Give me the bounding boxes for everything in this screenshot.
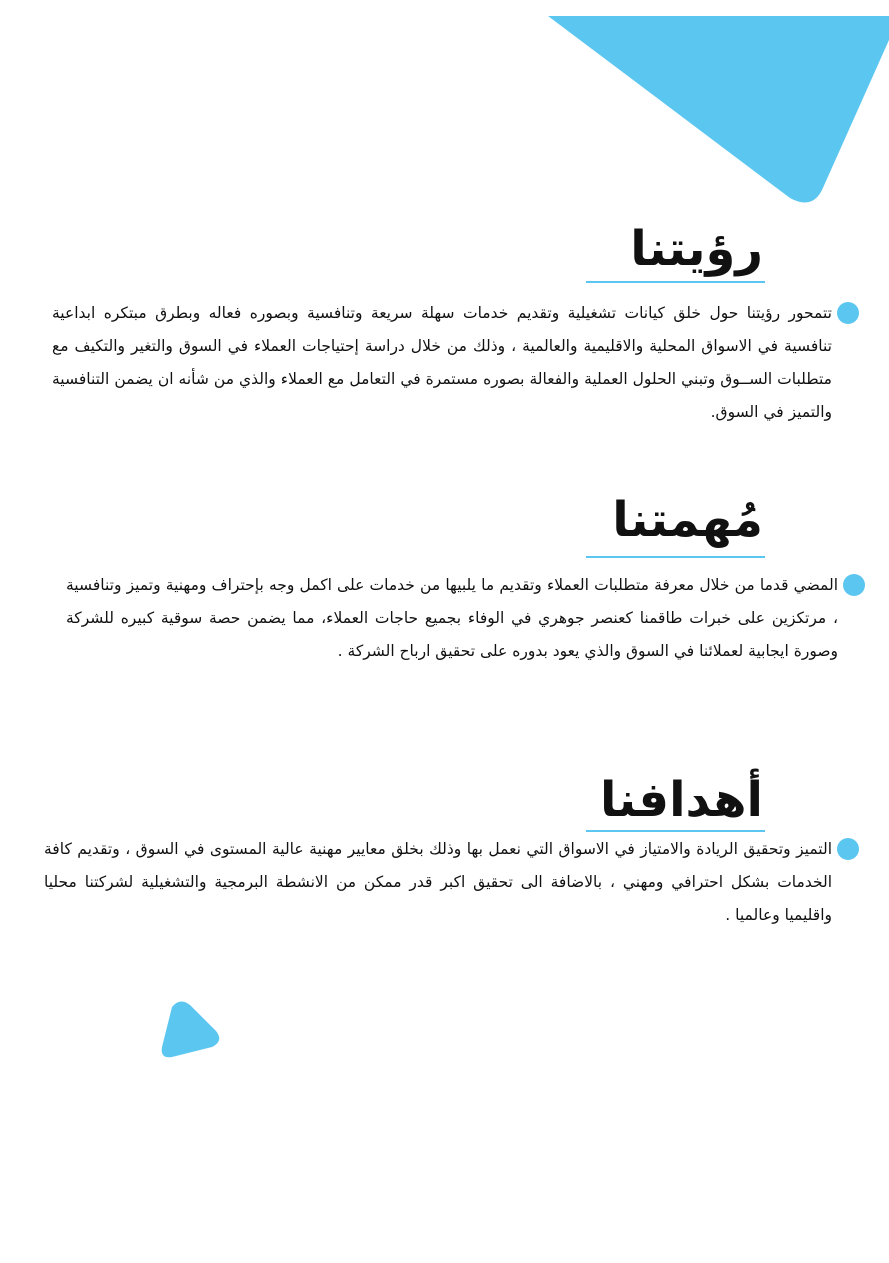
goals-paragraph: التميز وتحقيق الريادة والامتياز في الاسواق التي نعمل بها وذلك بخلق معايير مهنية عالية المستوى في السوق ، وتقديم كافة الخدمات بشكل احترافي ومهني ، بالاضافة الى تحقيق اكبر قدر ممكن من الانشطة البرمجية والتشغيلية لشركتنا محليا واقليميا وعالميا . [44,840,832,924]
mission-heading-underline [586,556,765,558]
goals-bullet-dot [837,838,859,860]
vision-paragraph: تتمحور رؤيتنا حول خلق كيانات تشغيلية وتقديم خدمات سهلة سريعة وتنافسية وبصوره فعاله وبطرق مبتكره ابداعية تنافسية في الاسواق المحلية والاقليمية والعالمية ، وذلك من خلال دراسة إحتياجات العملاء في السوق والتغير والتكيف مع متطلبات الســوق وتبني الحلول العملية والفعالة بصوره مستمرة في التعامل مع العملاء والذي من شأنه ان يضمن التنافسية والتميز في السوق. [52,304,832,421]
mission-heading: مُهمتنا [612,492,763,548]
vision-heading: رؤيتنا [630,221,763,277]
top-triangle-shape [548,16,889,203]
small-triangle-shape [162,1001,219,1057]
small-triangle-decoration [150,995,230,1070]
vision-heading-underline [586,281,765,283]
vision-bullet-dot [837,302,859,324]
goals-heading: أهدافنا [600,772,763,828]
mission-paragraph: المضي قدما من خلال معرفة متطلبات العملاء وتقديم ما يلبيها من خدمات على اكمل وجه بإحتراف ومهنية وتميز وتنافسية ، مرتكزين على خبرات طاقمنا كعنصر جوهري في الوفاء بجميع حاجات العملاء، مما يضمن حصة سوقية كبيره للشركة وصورة ايجابية لعملائنا في السوق والذي يعود بدوره على تحقيق ارباح الشركة . [66,576,838,660]
top-triangle-decoration [0,0,889,220]
mission-bullet-dot [843,574,865,596]
goals-heading-underline [586,830,765,832]
